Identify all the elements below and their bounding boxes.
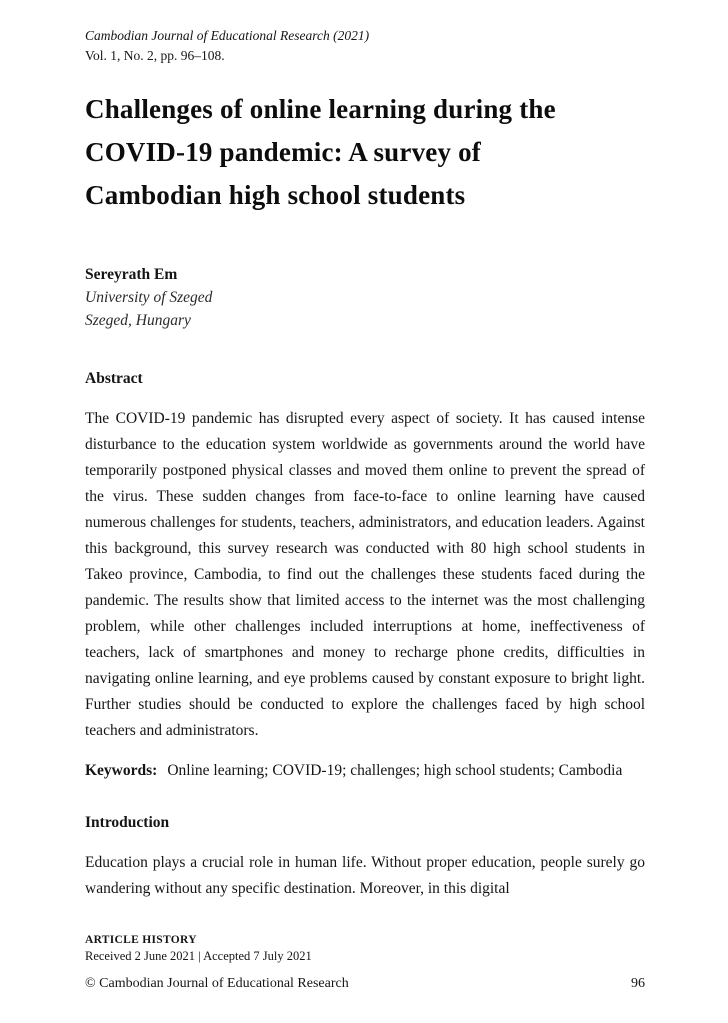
article-history-label: ARTICLE HISTORY	[85, 934, 197, 946]
introduction-paragraph: Education plays a crucial role in human life. Without proper education, people surely go wandering without any specific destination. Moreover, in this digital	[85, 854, 645, 897]
keywords-row	[85, 758, 645, 784]
volume-issue-line: Vol. 1, No. 2, pp. 96–108.	[85, 48, 225, 63]
paper-title-line-1: Challenges of online learning during the	[85, 94, 556, 124]
author-location: Szeged, Hungary	[85, 312, 191, 329]
copyright-text: © Cambodian Journal of Educational Research	[85, 976, 349, 991]
author-affiliation: University of Szeged	[85, 289, 213, 306]
abstract-paragraph: The COVID-19 pandemic has disrupted every aspect of society. It has caused intense disturbance to the education system worldwide as governments around the world have temporarily postponed physical classes and moved them online to prevent the spread of the virus. These sudden changes from face-to-face to online learning have caused numerous challenges for students, teachers, administrators, and education leaders. Against this background, this survey research was conducted with 80 high school students in Takeo province, Cambodia, to find out the challenges these students faced during the pandemic. The results show that limited access to the internet was the most challenging problem, while other challenges included interruptions at home, ineffectiveness of teachers, lack of smartphones and money to recharge phone credits, difficulties in navigating online learning, and eye problems caused by constant exposure to bright light. Further studies should be conducted to explore the challenges faced by high school teachers and administrators.	[85, 410, 645, 739]
author-block	[85, 263, 645, 332]
page-footer	[85, 933, 645, 1023]
keywords-label: Keywords:	[85, 762, 158, 779]
paper-title-line-2: COVID-19 pandemic: A survey of	[85, 137, 481, 167]
copyright-row	[85, 974, 645, 993]
received-accepted-line: Received 2 June 2021 | Accepted 7 July 2021	[85, 949, 312, 963]
keywords-text: Online learning; COVID-19; challenges; high school students; Cambodia	[167, 762, 623, 779]
author-name: Sereyrath Em	[85, 266, 178, 283]
journal-title-line: Cambodian Journal of Educational Research (2021)	[85, 28, 370, 43]
paper-title	[85, 88, 645, 217]
page-number: 96	[631, 976, 645, 991]
paper-title-line-3: Cambodian high school students	[85, 180, 466, 210]
introduction-heading: Introduction	[85, 814, 170, 831]
abstract-heading: Abstract	[85, 370, 143, 387]
